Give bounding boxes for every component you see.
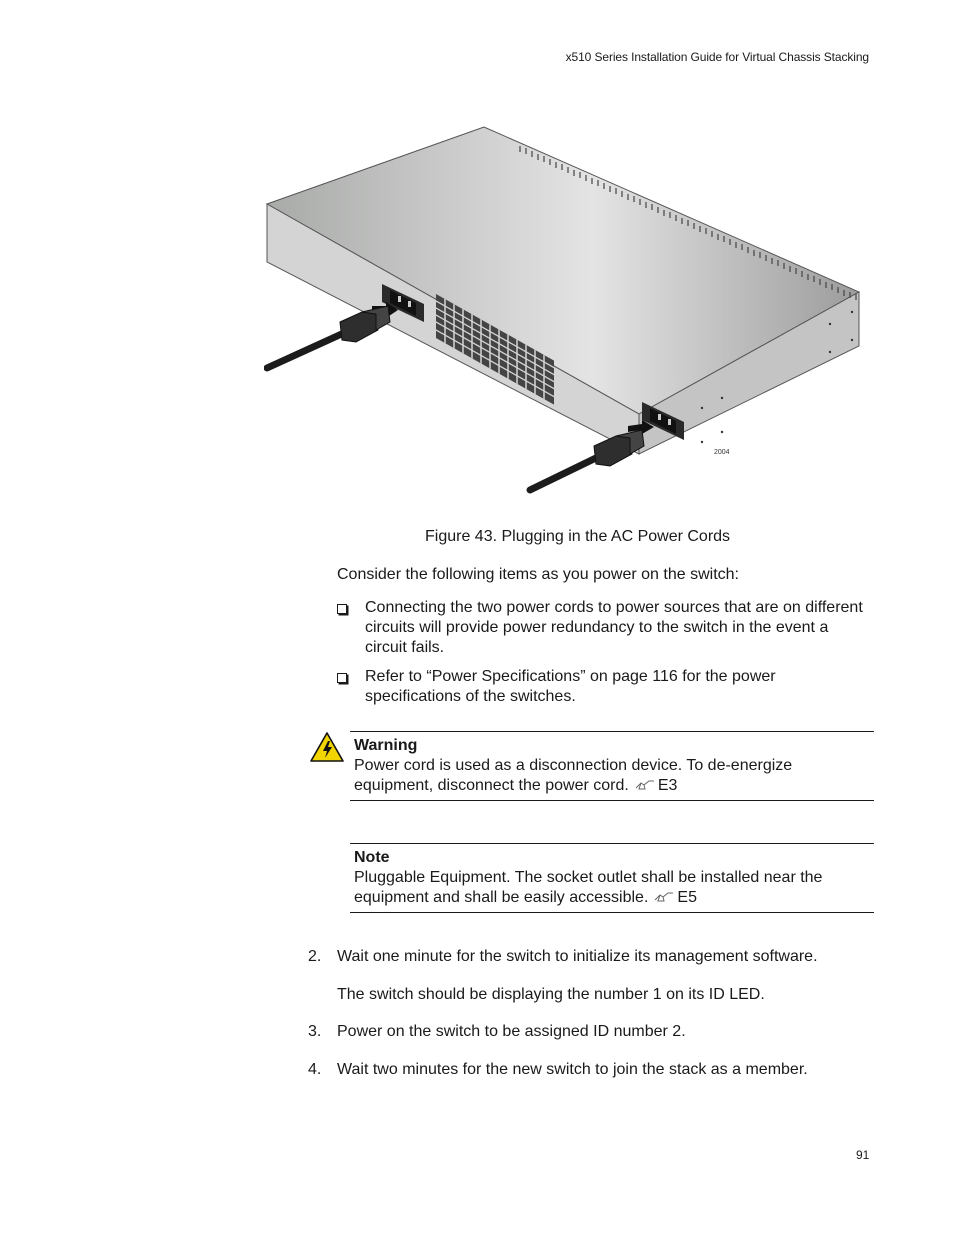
note-title: Note [354, 849, 390, 866]
step-number: 4. [308, 1061, 322, 1078]
step-text: Wait two minutes for the new switch to join the stack as a member. [337, 1061, 808, 1078]
step-number: 2. [308, 948, 322, 965]
step-3 [308, 1023, 686, 1041]
note-callout [350, 843, 874, 913]
figure-art-number: 2004 [714, 449, 730, 456]
step-number: 3. [308, 1023, 322, 1040]
consideration-list [337, 598, 870, 716]
warning-code: E3 [657, 777, 678, 794]
note-code: E5 [677, 889, 697, 906]
electrical-hazard-warning-icon [310, 732, 344, 762]
page-number: 91 [856, 1148, 870, 1162]
step-2 [308, 948, 818, 966]
power-cord-2 [530, 430, 644, 490]
note-text: Pluggable Equipment. The socket outlet shall be installed near the equipment and shall be easily accessible. [354, 869, 823, 906]
switch-power-cords-illustration [264, 124, 864, 496]
step-text: Wait one minute for the switch to initialize its management software. [337, 948, 818, 965]
warning-title: Warning [354, 737, 418, 754]
step-2-detail: The switch should be displaying the number 1 on its ID LED. [337, 986, 765, 1003]
figure-caption: Figure 43. Plugging in the AC Power Cords [425, 528, 731, 545]
power-cord-1 [267, 306, 390, 368]
list-item: Connecting the two power cords to power sources that are on different circuits will provide power redundancy to the switch in the event a circuit fails. [337, 598, 870, 658]
step-text: Power on the switch to be assigned ID number 2. [337, 1023, 686, 1040]
warning-callout [350, 731, 874, 801]
warning-text: Power cord is used as a disconnection device. To de-energize equipment, disconnect the power cord. [354, 757, 793, 794]
checkbox-bullet-icon [337, 673, 347, 683]
pointing-hand-icon [635, 780, 655, 791]
checkbox-bullet-icon [337, 604, 347, 614]
step-4 [308, 1061, 808, 1079]
intro-paragraph: Consider the following items as you power on the switch: [337, 566, 739, 583]
pointing-hand-icon [654, 892, 674, 903]
list-item: Refer to “Power Specifications” on page 116 for the power specifications of the switches. [337, 667, 870, 707]
running-header: x510 Series Installation Guide for Virtual Chassis Stacking [565, 50, 869, 64]
